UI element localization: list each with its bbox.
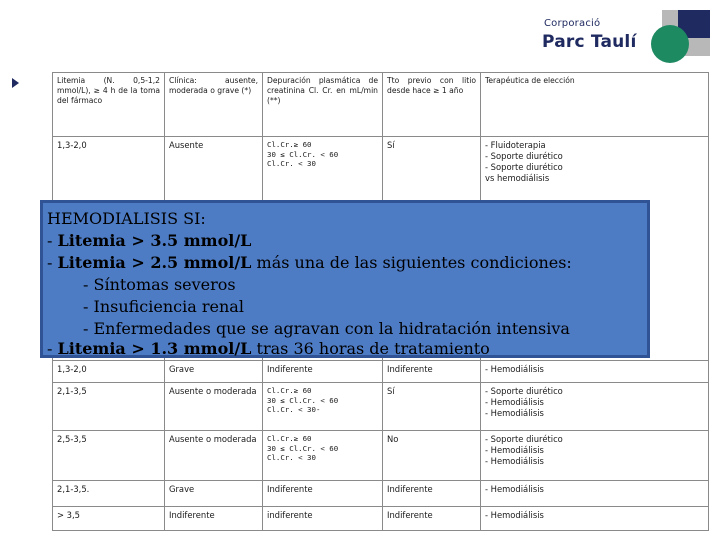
callout-dash: - bbox=[47, 253, 58, 272]
cell-terapeutica: - Hemodiálisis bbox=[481, 361, 709, 383]
callout-criterion-3 bbox=[47, 339, 490, 358]
cell-terapeutica: - Hemodiálisis bbox=[481, 507, 709, 531]
cell-clinica: Grave bbox=[165, 361, 263, 383]
callout-criterion-2 bbox=[47, 253, 572, 272]
callout-criterion-1 bbox=[47, 231, 251, 250]
cell-depuracion bbox=[263, 383, 383, 431]
terapeutica-line: - Fluidoterapia bbox=[485, 140, 546, 150]
depuracion-line: Cl.Cr. < 30 bbox=[267, 159, 316, 169]
callout-title: HEMODIALISIS SI: bbox=[47, 209, 206, 228]
logo-shapes-icon bbox=[642, 6, 712, 66]
cell-clinica: Ausente bbox=[165, 137, 263, 361]
cell-litemia: > 3,5 bbox=[53, 507, 165, 531]
terapeutica-line: - Soporte diurético bbox=[485, 162, 563, 172]
cell-tto: Indiferente bbox=[383, 481, 481, 507]
terapeutica-line: vs hemodiálisis bbox=[485, 173, 550, 183]
callout-condition-text: tras 36 horas de tratamiento bbox=[251, 339, 490, 358]
table-header-row bbox=[53, 73, 709, 137]
terapeutica-line: - Hemodiálisis bbox=[485, 445, 544, 455]
header-depuracion: Depuración plasmática de creatinina Cl. Cr. en mL/min (**) bbox=[263, 73, 383, 137]
cell-depuracion: Indiferente bbox=[263, 361, 383, 383]
bullet-arrow-icon bbox=[12, 78, 19, 88]
cell-litemia: 2,5-3,5 bbox=[53, 431, 165, 481]
callout-dash: - bbox=[47, 339, 58, 358]
cell-depuracion: Indiferente bbox=[263, 481, 383, 507]
cell-depuracion: indiferente bbox=[263, 507, 383, 531]
callout-dash: - bbox=[47, 231, 58, 250]
callout-litemia-value: Litemia > 3.5 mmol/L bbox=[57, 231, 252, 250]
cell-tto: No bbox=[383, 431, 481, 481]
callout-sub-condition: - Insuficiencia renal bbox=[83, 297, 244, 316]
table-row bbox=[53, 383, 709, 431]
terapeutica-line: - Soporte diurético bbox=[485, 386, 563, 396]
callout-sub-condition: - Síntomas severos bbox=[83, 275, 236, 294]
callout-litemia-value: Litemia > 1.3 mmol/L bbox=[57, 339, 252, 358]
cell-litemia: 2,1-3,5. bbox=[53, 481, 165, 507]
terapeutica-line: - Soporte diurético bbox=[485, 151, 563, 161]
header-litemia: Litemia (N. 0,5-1,2 mmol/L), ≥ 4 h de la toma del fármaco bbox=[53, 73, 165, 137]
cell-clinica: Grave bbox=[165, 481, 263, 507]
terapeutica-line: - Hemodiálisis bbox=[485, 397, 544, 407]
depuracion-line: Cl.Cr.≥ 60 bbox=[267, 386, 312, 395]
header-clinica: Clínica: ausente, moderada o grave (*) bbox=[165, 73, 263, 137]
cell-clinica: Indiferente bbox=[165, 507, 263, 531]
depuracion-line: 30 ≤ Cl.Cr. < 60 bbox=[267, 443, 339, 453]
depuracion-line: Cl.Cr. < 30 bbox=[267, 453, 316, 463]
depuracion-line: Cl.Cr.≥ 60 bbox=[267, 434, 312, 443]
terapeutica-line: - Soporte diurético bbox=[485, 434, 563, 444]
hemodialisis-callout bbox=[40, 200, 650, 358]
depuracion-line: 30 ≤ Cl.Cr. < 60 bbox=[267, 149, 339, 159]
cell-terapeutica: - Hemodiálisis bbox=[481, 481, 709, 507]
left-margin bbox=[0, 0, 10, 540]
terapeutica-line: - Hemodiálisis bbox=[485, 456, 544, 466]
cell-litemia: 1,3-2,0 bbox=[53, 361, 165, 383]
depuracion-line: 30 ≤ Cl.Cr. < 60 bbox=[267, 395, 339, 405]
terapeutica-line: - Hemodiálisis bbox=[485, 408, 544, 418]
table-row bbox=[53, 507, 709, 531]
logo-text-line2: Parc Taulí bbox=[542, 32, 637, 52]
header-tto-previo: Tto previo con litio desde hace ≥ 1 año bbox=[383, 73, 481, 137]
cell-tto: Indiferente bbox=[383, 507, 481, 531]
cell-tto: Indiferente bbox=[383, 361, 481, 383]
callout-condition-text: más una de las siguientes condiciones: bbox=[251, 253, 572, 272]
cell-litemia: 1,3-2,0 bbox=[53, 137, 165, 361]
table-row bbox=[53, 361, 709, 383]
cell-clinica: Ausente o moderada bbox=[165, 431, 263, 481]
cell-tto: Sí bbox=[383, 383, 481, 431]
table-row bbox=[53, 481, 709, 507]
cell-terapeutica bbox=[481, 431, 709, 481]
table-row bbox=[53, 431, 709, 481]
cell-terapeutica bbox=[481, 383, 709, 431]
callout-sub-condition: - Enfermedades que se agravan con la hidratación intensiva bbox=[83, 319, 570, 338]
logo-text-line1: Corporació bbox=[544, 18, 601, 29]
depuracion-line: Cl.Cr.≥ 60 bbox=[267, 140, 312, 149]
header-terapeutica: Terapéutica de elección bbox=[481, 73, 709, 137]
cell-tto: Sí bbox=[383, 137, 481, 361]
cell-clinica: Ausente o moderada bbox=[165, 383, 263, 431]
callout-litemia-value: Litemia > 2.5 mmol/L bbox=[57, 253, 252, 272]
corporacio-logo bbox=[536, 4, 716, 66]
depuracion-line: Cl.Cr. < 30- bbox=[267, 405, 321, 415]
cell-depuracion bbox=[263, 431, 383, 481]
cell-litemia: 2,1-3,5 bbox=[53, 383, 165, 431]
